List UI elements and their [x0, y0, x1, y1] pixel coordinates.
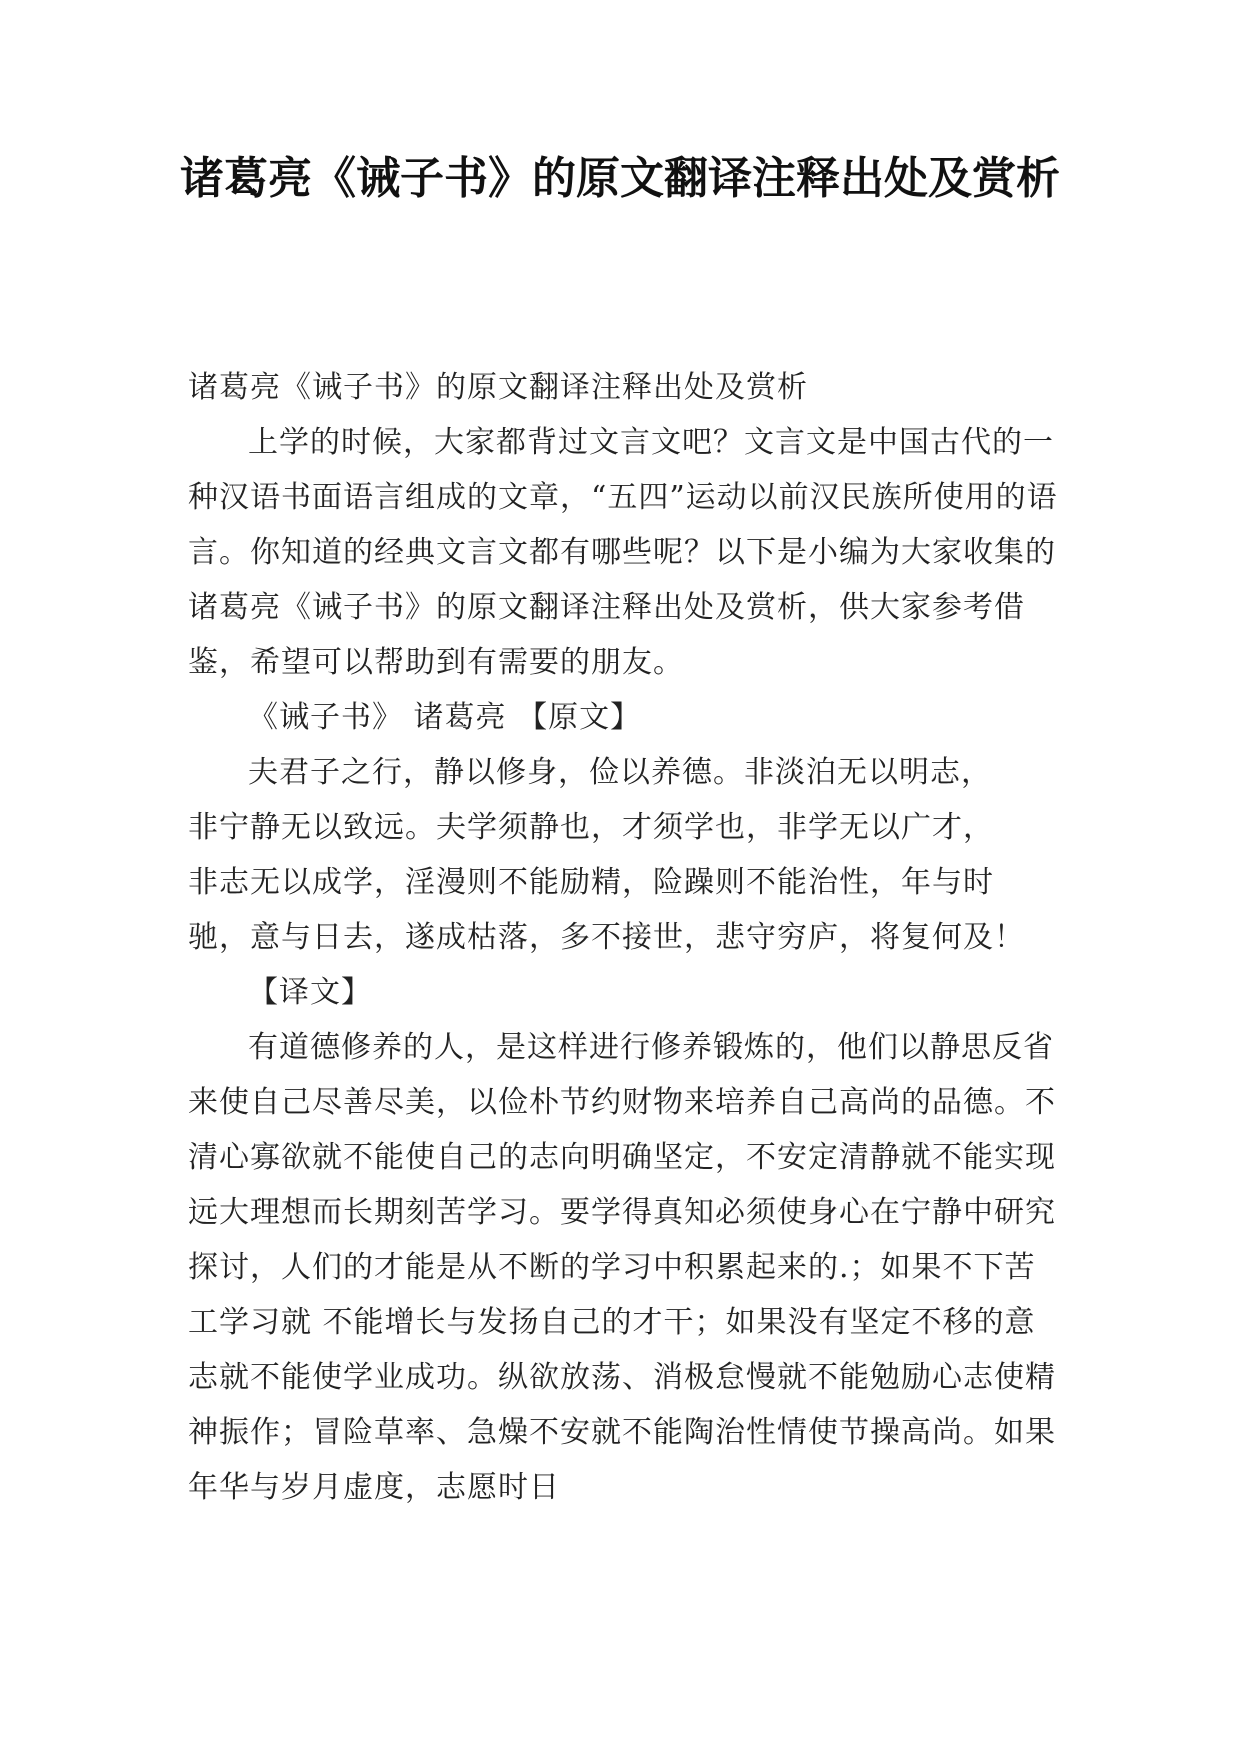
document-title: 诸葛亮《诫子书》的原文翻译注释出处及赏析: [180, 153, 1060, 204]
subtitle-line: 诸葛亮《诫子书》的原文翻译注释出处及赏析: [188, 370, 808, 405]
document-body: [188, 360, 1058, 1515]
original-line: 夫君子之行，静以修身，俭以养德。非淡泊无以明志，: [248, 755, 992, 790]
translation-paragraph: 有道德修养的人，是这样进行修养锻炼的，他们以静思反省来使自己尽善尽美，以俭朴节约财物来培养自己高尚的品德。不清心寡欲就不能使自己的志向明确坚定，不安定清静就不能实现远大理想而长期刻苦学习。要学得真知必须使身心在宁静中研究探讨，人们的才能是从不断的学习中积累起来的.；如果不下苦工学习就 不能增长与发扬自己的才干；如果没有坚定不移的意志就不能使学业成功。纵欲放荡、消极怠慢就不能勉励心志使精神振作；冒险草率、急燥不安就不能陶治性情使节操高尚。如果年华与岁月虚度，志愿时日: [188, 1030, 1056, 1505]
original-line: 非志无以成学，淫漫则不能励精，险躁则不能治性，年与时: [188, 865, 994, 900]
translation-heading: 【译文】: [248, 975, 372, 1010]
original-line: 非宁静无以致远。夫学须静也，才须学也，非学无以广才，: [188, 810, 994, 845]
work-heading: 《诫子书》 诸葛亮 【原文】: [248, 700, 642, 735]
intro-paragraph: 上学的时候，大家都背过文言文吧？文言文是中国古代的一种汉语书面语言组成的文章，“五四”运动以前汉民族所使用的语言。你知道的经典文言文都有哪些呢？以下是小编为大家收集的诸葛亮《诫子书》的原文翻译注释出处及赏析，供大家参考借鉴，希望可以帮助到有需要的朋友。: [188, 425, 1058, 680]
original-line: 驰，意与日去，遂成枯落，多不接世，悲守穷庐，将复何及！: [188, 920, 1025, 955]
original-text: [188, 745, 1058, 965]
